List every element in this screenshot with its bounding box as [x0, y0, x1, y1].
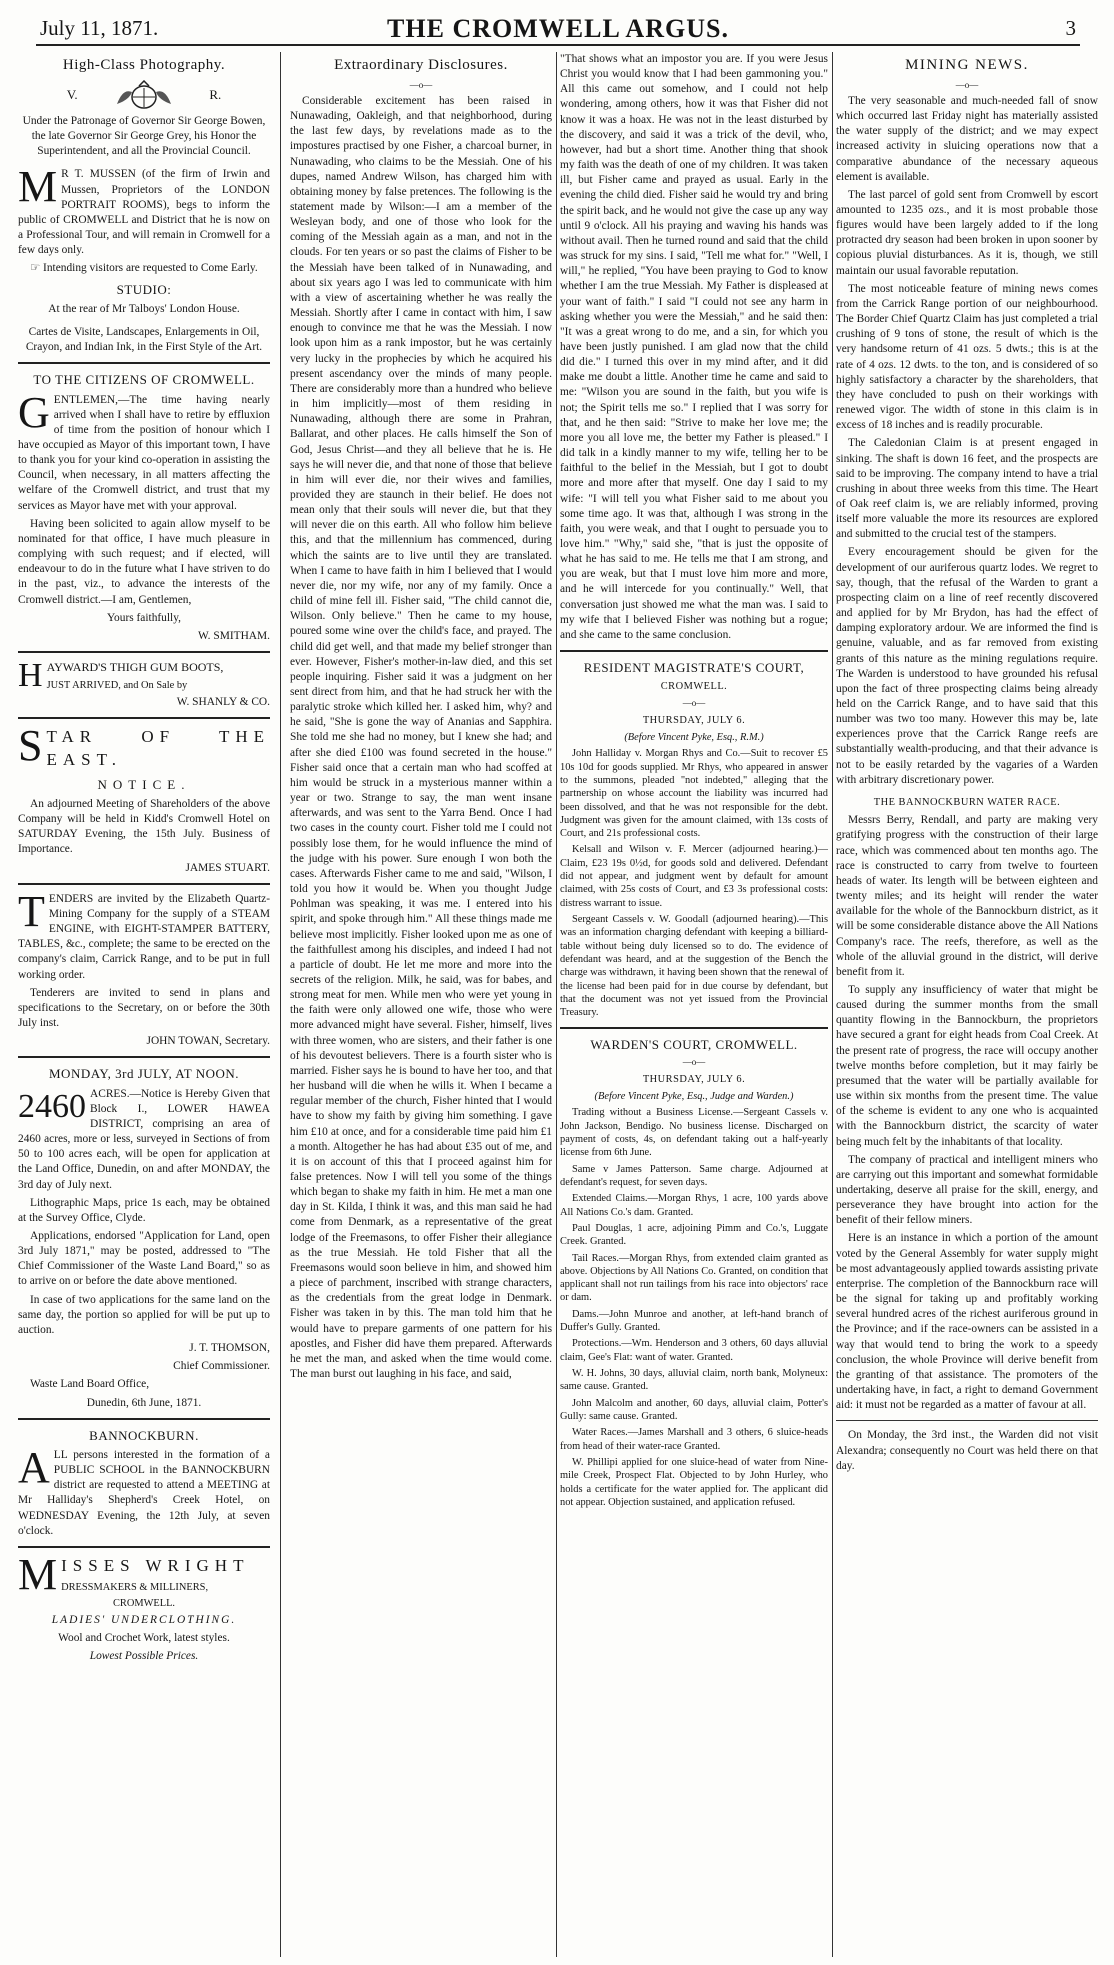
- water-race-para: To supply any insufficiency of water that might be caused during the summer months from the small quantity flowing in the Bannockburn, the proprietors have secured a grant for eight heads from Coal Creek. At the present rate of progress, the race will occupy another twelve months before completion, but it may fairly be presumed that the water will be partially available for use within six months from the present time. The value of the scheme is evident to any one who is acquainted with the Bannockburn district, the scarcity of water being much felt by the inhabitants of that locality.: [836, 983, 1098, 1148]
- dropcap: H: [18, 657, 43, 695]
- rm-case: John Halliday v. Morgan Rhys and Co.—Suit to recover £5 10s 10d for goods supplied. Mr Rhys, who appeared in answer to the summons, pleaded "not indebted," alleging that the partnership on whose account the liability was incurred had been dissolved, and that he was not responsible for the debt. Judgment was given for the amount claimed, with 13s costs of Court, and 21s professional costs.: [560, 748, 828, 840]
- article-continued: "That shows what an impostor you are. If you were Jesus Christ you would know that I had been gammoning you." All this came out somehow, and I could not help wondering, among others, how it was that Fisher did not know it was a hoax. He was not in the least disturbed by the discovery, and said it was a trick of the devil, who, however, had but a short time. Another thing that shook my faith was the death of one of my children. It was taken ill, but Fisher came and prayed as usual. Early in the evening the child died. Fisher said he would try and bring the spirit back, and he would not give the case up any way until 9 o'clock. All his praying and waving his hands was without avail. Then he turned round and said that the child was struck for my sins. I said, "Tell me what for." "Well, I will," he replied, "You have been praying to God to know whether I am the true Messiah. My Father is displeased at your want of faith." I said "I could not see any harm in asking whether you were the Messiah," and he said then: "It was a great wrong to do me, and a sin, for which you have been justly punished. I am glad now that the child did die." I turned this over in my mind after, and it did make me doubt a little. Another time he came and said to me: "Wilson you are sound in the faith, but you wife is not; the Spirit tells me so." I replied that I was sorry for that, and he then said: "Strive to make her love me; the more you all love me, the better my Father is pleased." I did talk in a kindly manner to my wife, telling her to be faithful to the belief in the Messiah, but I got to doubt more and more after that myself. One day I said to my wife: "I will tell you what Fisher said to me about you some time ago. It was that, although I was strong in the faith, you were weak, and that I ought to persuade you to love him." "Why," said she, "that is just the opposite of what he has said to me. He tells me that I am strong, and you are weak, but that I must love him more and more, and he will intercede for you continually." Well, that conversation just showed me what the man was. I said to my wife that I believed Fisher was nothing but a rogue; and she came to the same conclusion.: [560, 53, 828, 641]
- rm-court-before: (Before Vincent Pyke, Esq., R.M.): [624, 731, 764, 743]
- photo-services: Cartes de Visite, Landscapes, Enlargements in Oil, Crayon, and Indian Ink, in the First Style of the Art.: [25, 325, 263, 354]
- monday-p3: Applications, endorsed "Application for Land, open 3rd July 1871," may be posted, addressed to "The Chief Commissioner of the Waste Land Board," so as to arrive on or before the date above mentioned.: [18, 1229, 270, 1288]
- dropcap: S: [18, 721, 43, 771]
- warden-case: Extended Claims.—Morgan Rhys, 1 acre, 100 yards above All Nations Co.'s dam. Granted.: [560, 1193, 828, 1218]
- early-notice: ☞ Intending visitors are requested to Come Early.: [30, 262, 258, 275]
- patronage-text: Under the Patronage of Governor Sir George Bowen, the late Governor Sir George Grey, his Honor the Superintendent, and all the Provincial Council.: [22, 114, 266, 158]
- dropcap: A: [18, 1442, 50, 1492]
- ornament: —o—: [955, 79, 979, 90]
- misses-title: ISSES WRIGHT: [61, 1555, 250, 1575]
- misses-line1: LADIES' UNDERCLOTHING.: [51, 1614, 237, 1627]
- rm-court-sub: CROMWELL.: [660, 681, 728, 693]
- royal-initial-r: R.: [209, 87, 222, 103]
- column-rule: [832, 52, 833, 1957]
- warden-case: Same v James Patterson. Same charge. Adjourned at defendant's request, for seven days.: [560, 1163, 828, 1188]
- water-race-para: Messrs Berry, Rendall, and party are making very gratifying progress with the construction of their large race, which was commenced about ten months ago. The race is constructed to carry from twelve to fourteen heads of water. Its length will be between eighteen and twenty miles; and its height will render the water available for the whole of the Bannockburn district, as it will be some considerable distance above the All Nations Company's race. The reefs, therefore, as well as the whole of the alluvial ground in the district, will derive benefit from it.: [836, 814, 1098, 978]
- royal-initial-v: V.: [66, 87, 78, 103]
- warden-case: Water Races.—James Marshall and 3 others, 6 sluice-heads from head of their water-race Granted.: [560, 1427, 828, 1452]
- rm-case: Kelsall and Wilson v. F. Mercer (adjourned hearing.)—Claim, £23 19s 0½d, for goods sold and delivered. Defendant did not appear, and judgment went by default for amount claimed, with 25s costs of Court, and £3 3s professional costs: distress warrant to issue.: [560, 844, 828, 909]
- divider: [836, 1420, 1098, 1421]
- dropcap: M: [18, 162, 58, 212]
- warden-court-heading: WARDEN'S COURT, CROMWELL.: [590, 1036, 798, 1052]
- mining-news-heading: MINING NEWS.: [905, 57, 1029, 73]
- boots-sub: JUST ARRIVED, and On Sale by: [46, 679, 188, 691]
- divider: [18, 717, 270, 719]
- divider: [18, 1056, 270, 1058]
- mining-para: The very seasonable and much-needed fall of snow which occurred last Friday night has materially assisted the water supply of the district; and we may expect increased activity in sluicing operations now that a comparative abundance of the necessary aqueous element is available.: [836, 94, 1098, 183]
- divider: [18, 362, 270, 364]
- monday-sign2: Chief Commissioner.: [173, 1360, 270, 1373]
- divider: [18, 1418, 270, 1420]
- mining-para: The most noticeable feature of mining news comes from the Carrick Range portion of our neighbourhood. The Border Chief Quartz Claim has just completed a trial crushing of 9 tons of stone, the result of which is the very handsome return of 41 ozs. 5 dwts.; this is at the rate of 4 ozs. 12 dwts. to the ton, and is considered of so highly satisfactory a character by the shareholders, that they have concluded to push on their workings with renewed vigor. The width of stone in this claim is in excess of 18 inches and is readily procurable.: [836, 282, 1098, 432]
- mussen-notice: R T. MUSSEN (of the firm of Irwin and Mussen, Proprietors of the LONDON PORTRAIT ROOMS), begs to inform the public of CROMWELL and District that he is now on a Professional Tour, and will remain in Cromwell for a few days only.: [18, 168, 270, 257]
- tenders-p2: Tenderers are invited to send in plans and specifications to the Secretary, on or before the 30th July inst.: [18, 986, 270, 1029]
- mining-para: Every encouragement should be given for the development of our auriferous quartz lodes. We regret to say, though, that the refusal of the Warden to grant a prospecting claim on a line of reef recently discovered and applied for by Mr Brydon, has had the effect of damping exploratory ardour. We are informed the find is genuine, valuable, and as far removed from existing grants of this nature as the mining regulations require. The Warden is understood to have grounded his refusal upon the fact of three prospecting claims being already held on the Carrick Range, and to have said that this number was two too many. However this may be, late experiences prove that the Carrick Range reefs are substantially wealth-producing, and that their advance is not to be easily retarded by the vagaries of a Warden with arbitrary discretionary power.: [836, 546, 1098, 786]
- studio-label: STUDIO:: [116, 281, 172, 297]
- monday-p2: Lithographic Maps, price 1s each, may be obtained at the Survey Office, Clyde.: [18, 1196, 270, 1224]
- warden-case: W. Phillipi applied for one sluice-head of water from Nine-mile Creek, Prospect Flat. Objected to by John Hurley, who holds a certificate for the water applied for. The applicant did not appear. Objection sustained, and application refused.: [560, 1456, 828, 1508]
- misses-line3: Lowest Possible Prices.: [89, 1650, 199, 1663]
- studio-location: At the rear of Mr Talboys' London House.: [48, 302, 240, 315]
- article-heading: Extraordinary Disclosures.: [334, 57, 508, 73]
- dropcap: M: [18, 1549, 58, 1599]
- misses-sub: DRESSMAKERS & MILLINERS,: [61, 1581, 209, 1593]
- star-notice-label: NOTICE.: [97, 776, 191, 792]
- tenders-sign: JOHN TOWAN, Secretary.: [146, 1035, 270, 1048]
- divider: [560, 650, 828, 652]
- column-2: [290, 52, 552, 1957]
- mining-para: The Caledonian Claim is at present engaged in sinking. The shaft is down 16 feet, and the prospects are said to be improving. The company intend to have a trial crushing in about three weeks from this time. The Heart of Oak reef claim is, we are reliably informed, proving itself more valuable the more its resources are explored and submitted to the crucial test of the stampers.: [836, 437, 1098, 541]
- divider: [18, 1546, 270, 1548]
- monday-office: Waste Land Board Office,: [30, 1378, 150, 1391]
- divider: [18, 651, 270, 653]
- ornament: —o—: [682, 1056, 706, 1067]
- column-rule: [280, 52, 281, 1957]
- water-race-para: The company of practical and intelligent miners who are carrying out this important and somewhat formidable undertaking, deserve all praise for the skill, energy, and perseverance they have brought into action for the benefit of their fellow miners.: [836, 1153, 1098, 1227]
- misses-town: CROMWELL.: [112, 1597, 176, 1609]
- citizens-sign: W. SMITHAM.: [197, 629, 270, 642]
- column-rule: [556, 52, 557, 1957]
- water-race-para: Here is an instance in which a portion of the amount voted by the General Assembly for water supply might be most advantageously applied towards assisting private enterprise. The completion of the Bannockburn race will be the signal for taking up and profitably working several hundred acres of the richest auriferous ground in the Province; and if the race-owners can be assisted in a way that would tend to bring the work to a speedy conclusion, the whole Province will derive benefit from the granting of that assistance. The promoters of the undertaking have, in fact, a right to demand Government aid: it must not be regarded as a matter of favour at all.: [836, 1232, 1098, 1412]
- column-1: [18, 52, 270, 1957]
- masthead-title: THE CROMWELL ARGUS.: [387, 14, 729, 43]
- monday-sign1: J. T. THOMSON,: [189, 1342, 270, 1355]
- alexandra-note: On Monday, the 3rd inst., the Warden did not visit Alexandra; consequently no Court was held there on that day.: [836, 1429, 1098, 1472]
- bannockburn-heading: BANNOCKBURN.: [89, 1427, 199, 1443]
- star-body: An adjourned Meeting of Shareholders of the above Company will be held in Kidd's Cromwell Hotel on SATURDAY Evening, the 15th July. Business of Importance.: [18, 797, 270, 856]
- rm-court-date: THURSDAY, JULY 6.: [642, 714, 746, 726]
- star-sign: JAMES STUART.: [185, 861, 270, 874]
- article-body: Considerable excitement has been raised in Nunawading, Oakleigh, and that neighborhood, during the last few days, by revelations made as to the impostures practised by one Fisher, a charcoal burner, in Nunawading, who claims to be the Messiah. One of his dupes, named Andrew Wilson, has charged him with obtaining money by false pretences. The following is the statement made by Wilson:—I am a member of the Wesleyan body, and one of those who look for the coming of the Messiah again as a man, and not in the clouds. For ten years or so past the claims of Fisher to be the Messiah have been talked of in Nunawading, and about six years ago I was led to communicate with him with a view of ascertaining whether he was really the Messiah. Shortly after I came in contact with him, I saw enough to convince me that he was the Messiah. I now look upon him as a rank impostor, but he was certainly very lucky in the prophecies by which he acquired his present ascendancy over the minds of many people. There are considerably more than a hundred who believe in him implicitly—most of them residing in Nunawading, although there are some in Prahran, Ballarat, and other places. He calls himself the Son of God, Jesus Christ—and they all believe that he is. He says he will never die, and that none of those that believe in him will ever die, nor their wives and families, provided they are staunch in their belief. He does not mean only that their souls will never die, but that they will never die on this earth. All who follow him believe this, and that the millennium has commenced, during which the saints are to live until they are translated. When I came to have faith in him I believed that I would never die, nor my wife, nor any of my family. Once a child of mine fell ill. Fisher said, "The child cannot die, Wilson. Only believe." Then he came to my house, poured some wine over the child's face, and prayed. The child did get well, and that made my belief stronger than ever. However, Fisher's mother-in-law died, and this set people inquiring. Fisher said it was a judgment on her sent direct from him, and that he had struck her with the paralytic stroke which killed her. I asked him, why? and he said, "She is gone the way of Ananias and Sapphira. She told me she had no money, but I knew she had; and after she died £100 was found secreted in the house." Fisher said once that a certain man who had scoffed at him would be struck in a mysterious manner within a year or two. Strange to say, the man went insane afterwards, and was sent to the Yarra Bend. Once I had two cases in the county court. Fisher told me I could not possibly lose them, for he would influence the mind of the judge with his power. Sure enough I won both the cases. Afterwards Fisher came to me and said, "Wilson, I told you how it would be. When you thought Judge Pohlman was speaking, it was me. I entered into his spirit, and spoke through him." All these things made me believe most implicitly. Fisher looked upon me as one of the faithfullest among his disciples, and indeed I had not a particle of doubt. He let me more and more into the secrets of the religion. Milk, he said, was for babes, and strong meat for men. While men who were yet young in the faith were only allowed one wife, those who were more advanced might have several. Fisher, himself, lives with three women, who are sisters, and their father is one of his devoutest believers. There is a fourth sister who is married. Fisher says he is bound to have her too, and that her husband will die when he wills it. When I became a regular member of the church, Fisher hinted that I would have to show my faith by giving him something. I gave him £10 at once, and for a considerable time paid him £1 a month. Altogether he has had about £35 out of me, and it is on account of this that I proceed against him for false pretences. Now I will tell you some of the things which began to shake my faith in him. He met a man one day in St. Kilda, I think it was, and this man said he had come from Denmark, as a representative of the great lodge of the Freemasons, to offer Fisher their allegiance as the true Messiah. He told Fisher that all the Freemasons would soon believe in him, and showed him a piece of parchment, inscribed with strange characters, as the credentials from the great lodge in Denmark. Fisher was taken in by this. The man told him that he would have to prepare garments of one pattern for his apostles, and Fisher did have them prepared. Afterwards he met the man, and asked when the time would come. The man burst out laughing in his face, and said,: [290, 94, 552, 1381]
- monday-heading: MONDAY, 3rd JULY, AT NOON.: [49, 1066, 239, 1082]
- rm-case: Sergeant Cassels v. W. Goodall (adjourned hearing).—This was an information charging defendant with keeping a billiard-table without being duly licensed so to do. The evidence of defendant was heard, and at the suggestion of the Bench the charge was withdrawn, it having been shown that the renewal of the license had been paid for in due course by defendant, but that the document was not yet issued from the Provincial Treasury.: [560, 914, 828, 1019]
- page-number: 3: [1065, 16, 1076, 40]
- citizens-p2: Having been solicited to again allow myself to be nominated for that office, I have much pleasure in complying with such request; and if elected, will endeavour to do in the future what I have striven to do in the past, viz., to advance the interests of the Cromwell district.—I am, Gentlemen,: [18, 517, 270, 606]
- citizens-heading: TO THE CITIZENS OF CROMWELL.: [33, 372, 255, 388]
- citizens-close: Yours faithfully,: [106, 611, 182, 624]
- dropcap: G: [18, 387, 50, 437]
- column-3: [560, 52, 828, 1957]
- citizens-p1: ENTLEMEN,—The time having nearly arrived when I shall have to retire by effluxion of time from the position of honour which I have occupied as Mayor of this important town, I have to thank you for your kind co-operation in assisting the Council, when necessary, in all matters affecting the welfare of the Cromwell district, and trust that my services as Mayor have met with your approval.: [18, 393, 270, 512]
- ornament: —o—: [682, 697, 706, 708]
- warden-case: Dams.—John Munroe and another, at left-hand branch of Duffer's Gully. Granted.: [560, 1308, 828, 1334]
- warden-case: Tail Races.—Morgan Rhys, from extended claim granted as above. Objections by All Nations Co. Granted, on condition that applicant shall not run tailings from his race into objectors' race or dam.: [560, 1252, 828, 1304]
- warden-case: Paul Douglas, 1 acre, adjoining Pimm and Co.'s, Luggate Creek. Granted.: [560, 1222, 828, 1248]
- masthead: [36, 10, 1080, 46]
- monday-body: ACRES.—Notice is Hereby Given that Block I., LOWER HAWEA DISTRICT, comprising an area of 2460 acres, more or less, surveyed in Sections of from 50 to 100 acres each, will be open for application at the Land Office, Dunedin, on and after MONDAY, the 3rd day of July next.: [18, 1087, 270, 1191]
- photo-heading: High-Class Photography.: [62, 57, 226, 73]
- warden-case: Protections.—Wm. Henderson and 3 others, 60 days alluvial claim, Gee's Flat: want of water. Granted.: [560, 1338, 828, 1363]
- masthead-date: July 11, 1871.: [40, 16, 159, 40]
- bannockburn-body: LL persons interested in the formation of a PUBLIC SCHOOL in the BANNOCKBURN district are requested to attend a MEETING at Mr Halliday's Shepherd's Creek Hotel, on WEDNESDAY Evening, the 12th July, at seven o'clock.: [18, 1448, 270, 1537]
- boots-sign: W. SHANLY & CO.: [176, 696, 270, 709]
- ornament: —o—: [409, 79, 433, 90]
- column-4: [836, 52, 1098, 1957]
- dropcap: T: [18, 886, 45, 936]
- rm-court-heading: RESIDENT MAGISTRATE'S COURT,: [583, 660, 805, 676]
- warden-case: W. H. Johns, 30 days, alluvial claim, north bank, Molyneux: same cause. Granted.: [560, 1368, 828, 1393]
- monday-date: Dunedin, 6th June, 1871.: [86, 1396, 202, 1409]
- warden-case: Trading without a Business License.—Sergeant Cassels v. John Jackson, Bendigo. No business license. Discharged on payment of costs, 4s, on defendant taking out a half-yearly license from 6th June.: [560, 1107, 828, 1159]
- warden-case: John Malcolm and another, 60 days, alluvial claim, Potter's Gully: same cause. Granted.: [560, 1397, 828, 1422]
- divider: [560, 1027, 828, 1029]
- boots-title: AYWARD'S THIGH GUM BOOTS,: [46, 660, 224, 675]
- warden-court-date: THURSDAY, JULY 6.: [642, 1073, 746, 1085]
- water-race-heading: THE BANNOCKBURN WATER RACE.: [873, 796, 1061, 808]
- royal-arms-icon: [109, 80, 179, 110]
- tenders-body: ENDERS are invited by the Elizabeth Quartz-Mining Company for the supply of a STEAM ENGINE, with EIGHT-STAMPER BATTERY, TABLES, &c., complete; the same to be erected on the company's claim, Carrick Range, and to be put in full working order.: [18, 892, 270, 981]
- monday-p4: In case of two applications for the same land on the same day, the portion so applied for will be put up to auction.: [18, 1293, 270, 1336]
- misses-line2: Wool and Crochet Work, latest styles.: [58, 1632, 230, 1645]
- royal-crest: [18, 80, 270, 110]
- mining-para: The last parcel of gold sent from Cromwell by escort amounted to 1235 ozs., and it is most probable those figures would have been largely added to if the long protracted dry season had been broken in upon sooner by copious pluvial disturbances. As it is, though, we still maintain our usual favorable reputation.: [836, 188, 1098, 277]
- warden-court-before: (Before Vincent Pyke, Esq., Judge and Warden.): [594, 1091, 794, 1103]
- star-title: TAR OF THE EAST.: [46, 727, 270, 770]
- acreage-number: 2460: [18, 1087, 86, 1125]
- divider: [18, 883, 270, 885]
